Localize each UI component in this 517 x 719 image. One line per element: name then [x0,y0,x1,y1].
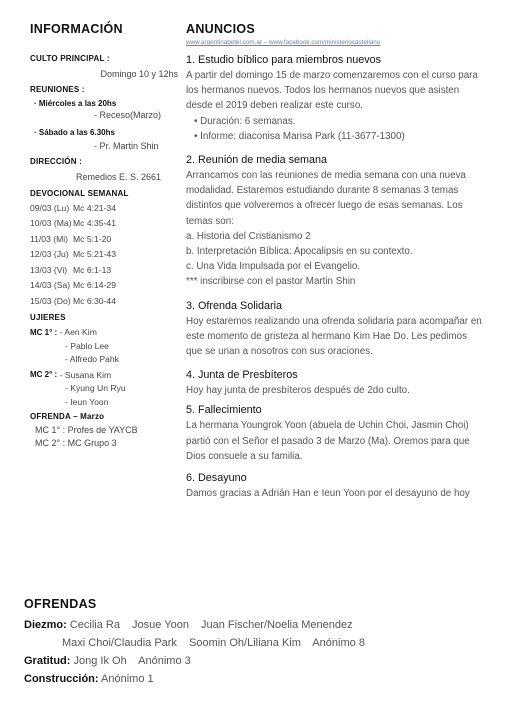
diezmo-line [24,616,494,634]
devocional-label: DEVOCIONAL SEMANAL [30,189,129,198]
devocional-row: 14/03 (Sa) Mc 6:14-29 [30,280,116,291]
culto-value: Domingo 10 y 12hs [100,69,178,79]
construccion-label: Construcción: [24,673,99,685]
devocional-row: 09/03 (Lu) Mc 4:21-34 [30,202,116,213]
devocional-row: 10/03 (Ma) Mc 4:35-41 [30,218,116,229]
anuncios-heading: ANUNCIOS [186,22,256,36]
section-3-body: Hoy estaremos realizando una ofrenda solidaria para acompañar en este momento de gristeza al hermano Kim Hae Do. Les pedimos que se unan a nosotros con sus oraciones. [186,315,482,358]
gratitud-label: Gratitud: [24,655,71,667]
donor-name: Anónimo 1 [101,673,154,685]
donor-name: Soomin Oh/Liliana Kim [189,637,301,649]
mc2-line: MC 2° : - Susana Kim [30,369,112,380]
facebook-link[interactable]: www.facebook.com/ministeriocastellano [268,39,381,46]
mc1-line: - Pablo Lee [65,340,109,351]
section-6-body: Damos gracias a Adrián Han e Ieun Yoon por el desayuno de hoy [186,488,470,500]
devocional-row: 13/03 (Vi) Mc 6:1-13 [30,264,112,275]
section-4-title: 4. Junta de Presbíteros [186,369,298,382]
info-heading: INFORMACIÓN [30,22,123,36]
section-4-body: Hoy hay junta de presbíteros después de 2do culto. [186,385,410,397]
ujieres-label: UJIERES [30,312,66,322]
donor-name: Cecilia Ra [69,619,120,631]
ofrenda-marzo-label: OFRENDA – Marzo [30,411,105,421]
direccion-label: DIRECCIÓN : [30,157,82,166]
section-2-topic: c. Una Vida Impulsada por el Evangelio. [186,261,361,273]
section-5-body: La hermana Youngrok Yoon (abuela de Uchin Choi, Jasmin Choi) partió con el Señor el pasado 3 de Marzo (Ma). Oremos para que Dios consuele a su familia. [186,420,470,462]
receso-note: - Receso(Marzo) [94,110,162,120]
anuncios-column [186,22,486,501]
donor-name: Maxi Choi/Claudia Park [62,637,177,649]
donor-name: Jong Ik Oh [73,655,127,667]
donor-name: Anónimo 3 [138,655,191,667]
devocional-row: 15/03 (Do) Mc 6:30-44 [30,295,116,306]
ofrendas-section [24,597,494,688]
donor-name: Anónimo 8 [312,637,365,649]
construccion-line [24,670,494,688]
website-link[interactable]: www.argentinabetel.com.ar [186,39,262,46]
culto-label: CULTO PRINCIPAL : [30,54,110,63]
section-2-note: *** inscribirse con el pastor Martin Shin [186,276,356,288]
ofrendas-heading: OFRENDAS [24,597,97,611]
miercoles-time: · Miércoles a las 20hs [34,99,117,108]
section-1-bullet: • Duración: 6 semanas. [194,115,296,127]
section-6-title: 6. Desayuno [186,472,247,485]
gratitud-line [24,652,494,670]
devocional-row: 11/03 (Mi) Mc 5:1-20 [30,233,112,244]
section-2-topic: b. Interpretación Bíblica: Apocalipsis en su contexto. [186,246,413,258]
donor-name: Josue Yoon [132,619,189,631]
mc1-line: MC 1° : - Aen Kim [30,327,97,338]
sabado-time: · Sábado a las 6.30hs [34,128,115,137]
section-1-body: A partir del domingo 15 de marzo comenzaremos con el curso para los hermanos nuevos. Todos los hermanos nuevos que asisten desde el 2019 deben realizar este curso. [186,70,478,112]
mc2-line: - Ieun Yoon [65,396,109,407]
diezmo-line [24,634,494,652]
ofrenda-mc1: MC 1° : Profes de YAYCB [35,424,138,435]
section-1-bullet: • Informe: diaconisa Marisa Park (11-3677-1300) [194,130,405,142]
links-line: www.argentinabetel.com.ar – www.facebook.com/ministeriocastellano [186,39,381,46]
ofrenda-mc2: MC 2° : MC Grupo 3 [35,437,117,448]
diezmo-label: Diezmo: [24,619,67,631]
mc1-line: - Alfredo Pahk [65,354,119,365]
pastor-note: - Pr. Martin Shin [94,141,159,151]
section-2-body: Arrancamos con las reuniones de media semana con una nueva modalidad. Estaremos estudiando durante 8 semanas 3 temas distintos que volveremos a ofrecer luego de esas semanas. Los temas son: [186,170,466,227]
devocional-list [30,200,178,309]
donor-name: Juan Fischer/Noelia Menendez [201,619,353,631]
devocional-row: 12/03 (Ju) Mc 5:21-43 [30,249,116,260]
section-2-title: 2. Reunión de media semana [186,154,328,167]
reuniones-label: REUNIONES : [30,85,85,94]
direccion-value: Remedios E. S. 2661 [76,172,162,182]
info-column [30,22,178,448]
mc2-line: - Kyung Un Ryu [65,383,126,394]
section-1-title: 1. Estudio bíblico para miembros nuevos [186,54,382,66]
section-2-topic: a. Historia del Cristianismo 2 [186,230,311,242]
section-5-title: 5. Fallecimiento [186,404,262,417]
section-3-title: 3. Ofrenda Solidaria [186,299,283,312]
